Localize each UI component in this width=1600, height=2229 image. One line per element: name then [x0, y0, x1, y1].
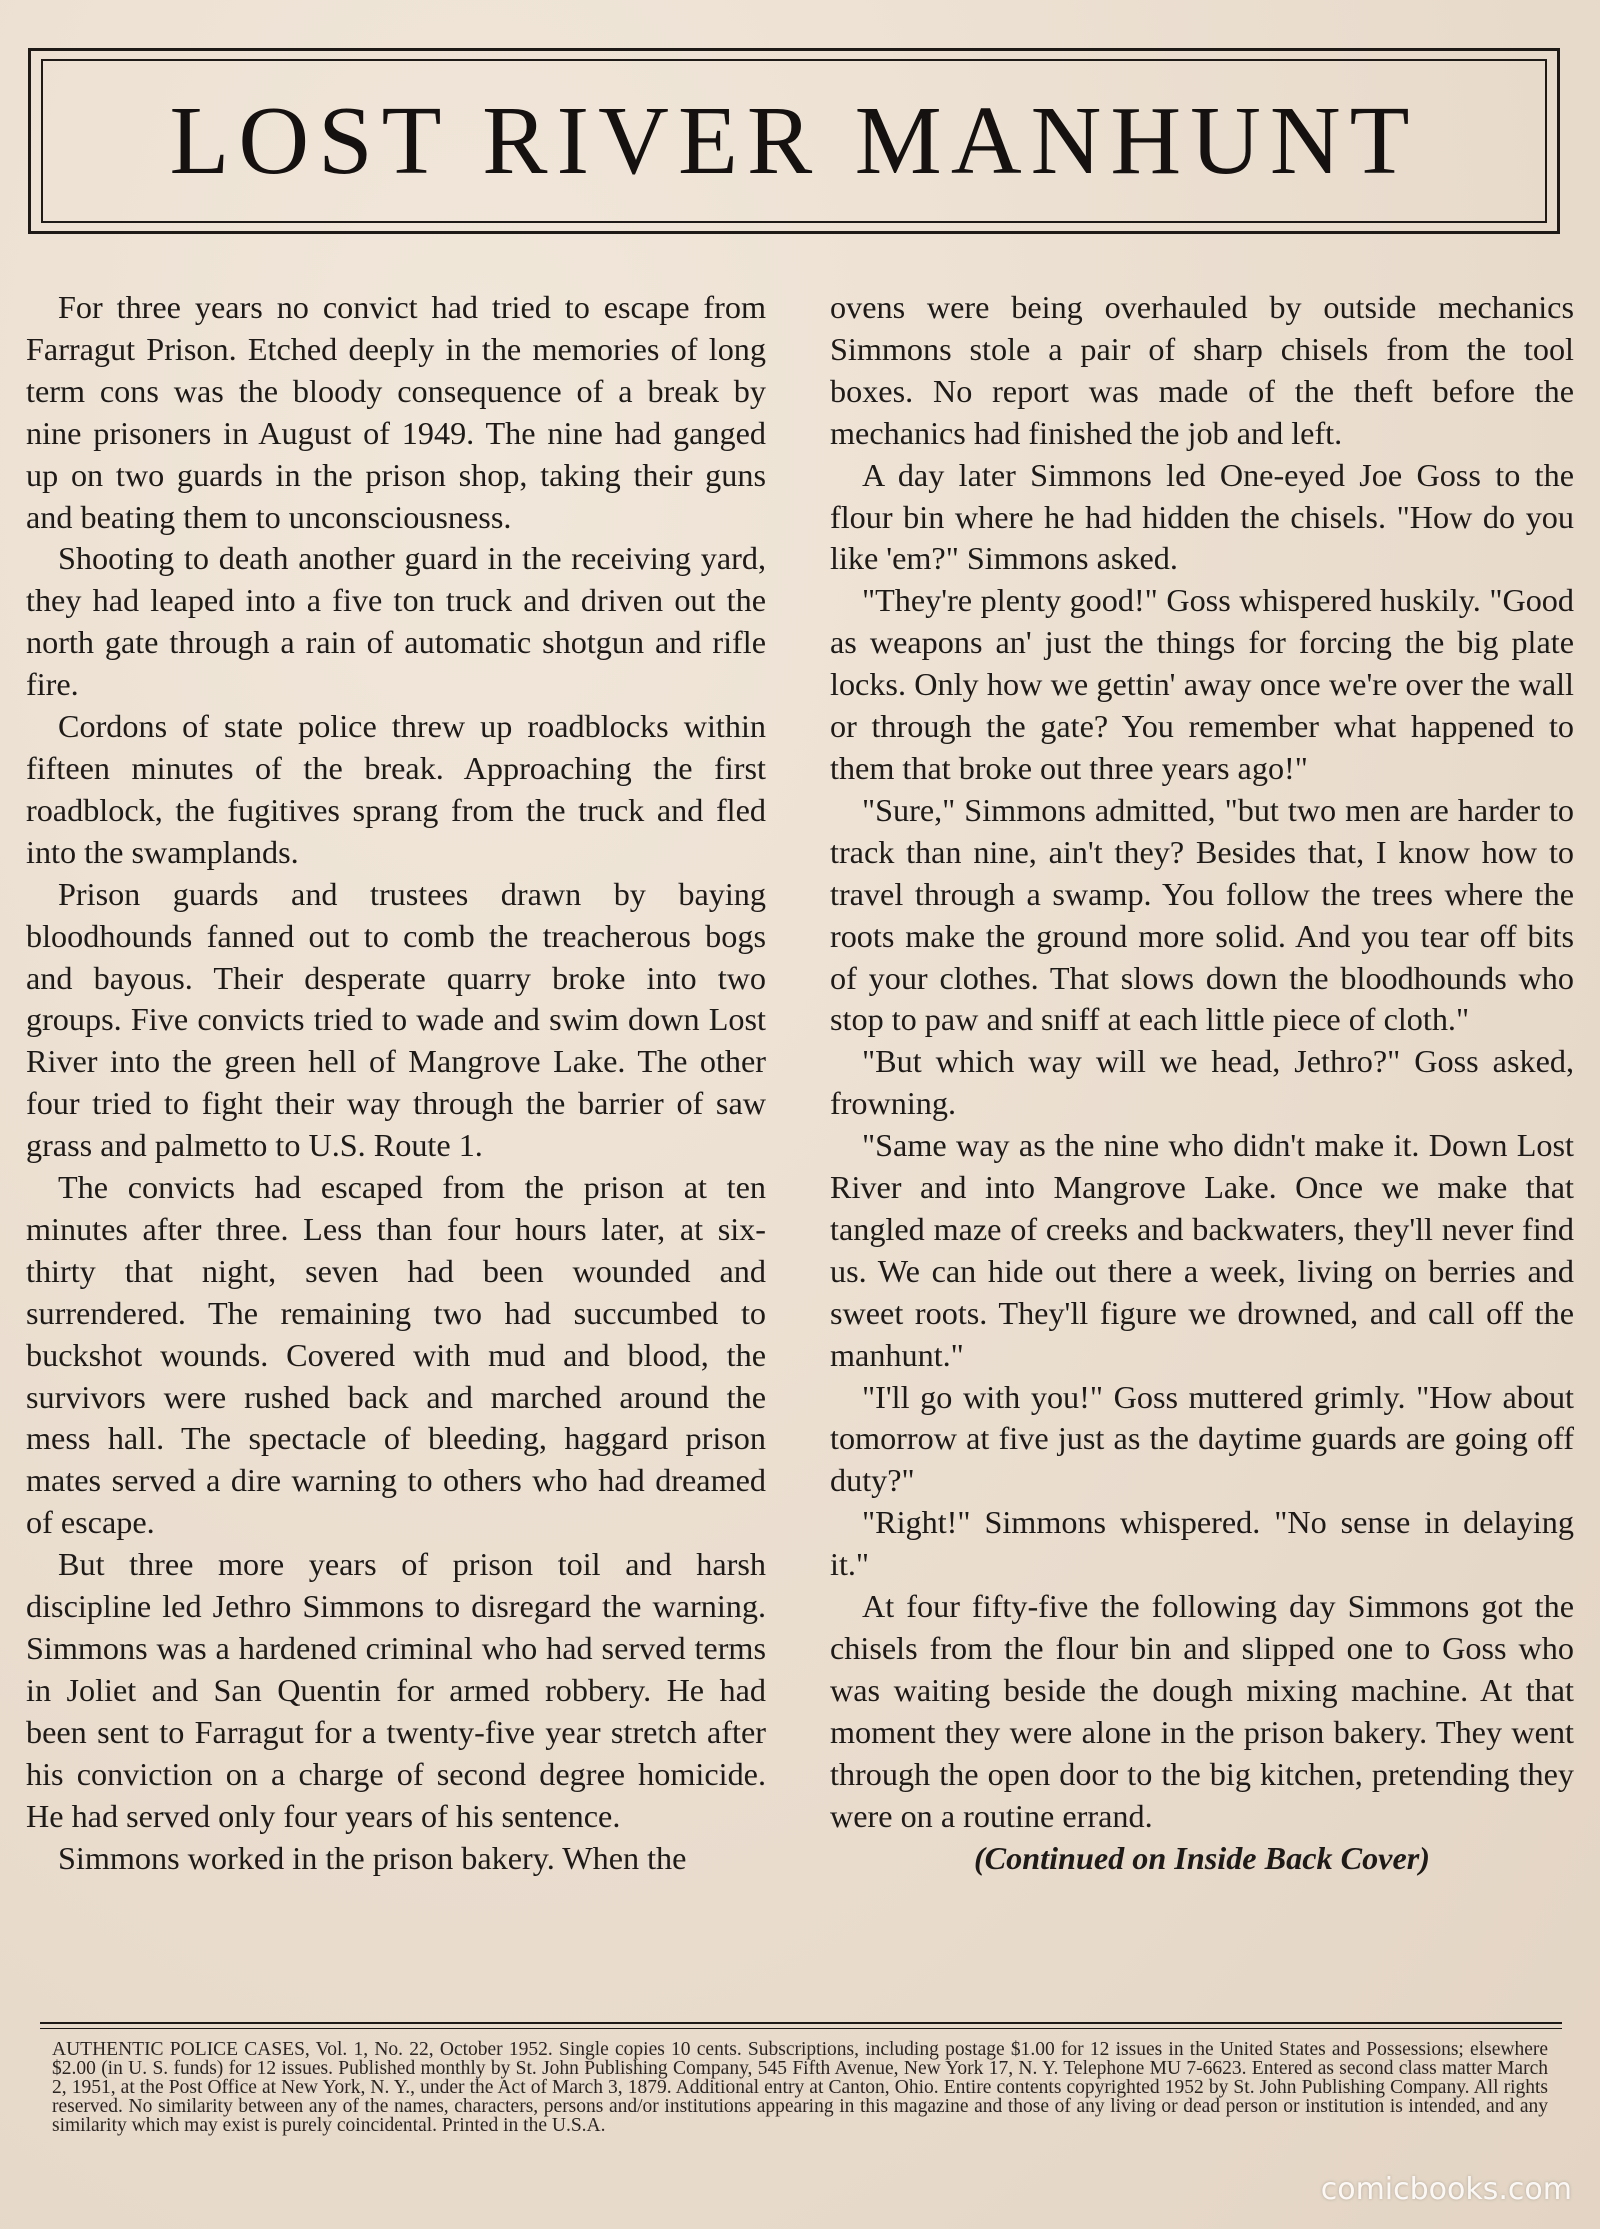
paragraph: "Right!" Simmons whispered. "No sense in delaying it.": [830, 1504, 1574, 1583]
paragraph: But three more years of prison toil and harsh discipline led Jethro Simmons to disregard the warning. Simmons was a hardened criminal who had served terms in Joliet and San Quentin for armed robbery. He had been sent to Farragut for a twenty-five year stretch after his conviction on a charge of second degree homicide. He had served only four years of his sentence.: [26, 1546, 766, 1834]
paragraph: "But which way will we head, Jethro?" Goss asked, frowning.: [830, 1043, 1574, 1122]
title-inner-border: [41, 59, 1547, 223]
paragraph: For three years no convict had tried to escape from Farragut Prison. Etched deeply in the memories of long term cons was the bloody consequence of a break by nine prisoners in August of 1949. The nine had ganged up on two guards in the prison shop, taking their guns and beating them to unconsciousness.: [26, 289, 766, 535]
paragraph: "Same way as the nine who didn't make it. Down Lost River and into Mangrove Lake. Once we make that tangled maze of creeks and backwaters, they'll never find us. We can hide out there a week, living on berries and sweet roots. They'll figure we drowned, and call off the manhunt.": [830, 1127, 1574, 1373]
paragraph: "They're plenty good!" Goss whispered huskily. "Good as weapons an' just the things for forcing the big plate locks. Only how we gettin' away once we're over the wall or through the gate? You remember what happened to them that broke out three years ago!": [830, 582, 1574, 786]
title-frame: [28, 48, 1560, 234]
paragraph: "Sure," Simmons admitted, "but two men are harder to track than nine, ain't they? Besides that, I know how to travel through a swamp. You follow the trees where the roots make the ground more solid. And you tear off bits of your clothes. That slows down the bloodhounds who stop to paw and sniff at each little piece of cloth.": [830, 791, 1574, 1038]
left-column: [26, 287, 766, 1879]
page-title: LOST RIVER MANHUNT: [169, 87, 1419, 195]
footer-divider-thin: [40, 2028, 1562, 2029]
publication-notice: AUTHENTIC POLICE CASES, Vol. 1, No. 22, October 1952. Single copies 10 cents. Subscriptions, including postage $1.00 for 12 issues in the United States and Possessions; elsewhere $2.00 (in U. S. funds) for 12 issues. Published monthly by St. John Publishing Company, 545 Fifth Avenue, New York 17, N. Y. Telephone MU 7-6623. Entered as second class matter March 2, 1951, at the Post Office at New York, N. Y., under the Act of March 3, 1879. Additional entry at Canton, Ohio. Entire contents copyrighted 1952 by St. John Publishing Company. All rights reserved. No similarity between any of the names, characters, persons and/or institutions appearing in this magazine and those of any living or dead person or institution is intended, and any similarity which may exist is purely coincidental. Printed in the U.S.A.: [52, 2039, 1548, 2136]
paragraph-continued: ovens were being overhauled by outside mechanics Simmons stole a pair of sharp chisels from the tool boxes. No report was made of the theft before the mechanics had finished the job and left.: [830, 289, 1574, 451]
right-column: [830, 287, 1574, 1879]
watermark: comicbooks.com: [1320, 2172, 1572, 2207]
paragraph: At four fifty-five the following day Simmons got the chisels from the flour bin and slipped one to Goss who was waiting beside the dough mixing machine. At that moment they were alone in the prison bakery. They went through the open door to the big kitchen, pretending they were on a routine errand.: [830, 1588, 1574, 1834]
paragraph: Prison guards and trustees drawn by baying bloodhounds fanned out to comb the treacherous bogs and bayous. Their desperate quarry broke into two groups. Five convicts tried to wade and swim down Lost River into the green hell of Mangrove Lake. The other four tried to fight their way through the barrier of saw grass and palmetto to U.S. Route 1.: [26, 875, 766, 1164]
paragraph: The convicts had escaped from the prison at ten minutes after three. Less than four hours later, at six-thirty that night, seven had been wounded and surrendered. The remaining two had succumbed to buckshot wounds. Covered with mud and blood, the survivors were rushed back and marched around the mess hall. The spectacle of bleeding, haggard prison mates served a dire warning to others who had dreamed of escape.: [26, 1169, 766, 1541]
paragraph: "I'll go with you!" Goss muttered grimly. "How about tomorrow at five just as the daytime guards are going off duty?": [830, 1378, 1574, 1499]
paragraph: Shooting to death another guard in the receiving yard, they had leaped into a five ton truck and driven out the north gate through a rain of automatic shotgun and rifle fire.: [26, 540, 766, 703]
paragraph: Simmons worked in the prison bakery. When the: [58, 1839, 687, 1876]
footer-divider: [40, 2022, 1562, 2024]
continued-note: (Continued on Inside Back Cover): [973, 1839, 1431, 1876]
paragraph: Cordons of state police threw up roadblocks within fifteen minutes of the break. Approaching the first roadblock, the fugitives sprang from the truck and fled into the swamplands.: [26, 708, 766, 870]
paragraph: A day later Simmons led One-eyed Joe Goss to the flour bin where he had hidden the chisels. "How do you like 'em?" Simmons asked.: [830, 456, 1574, 577]
